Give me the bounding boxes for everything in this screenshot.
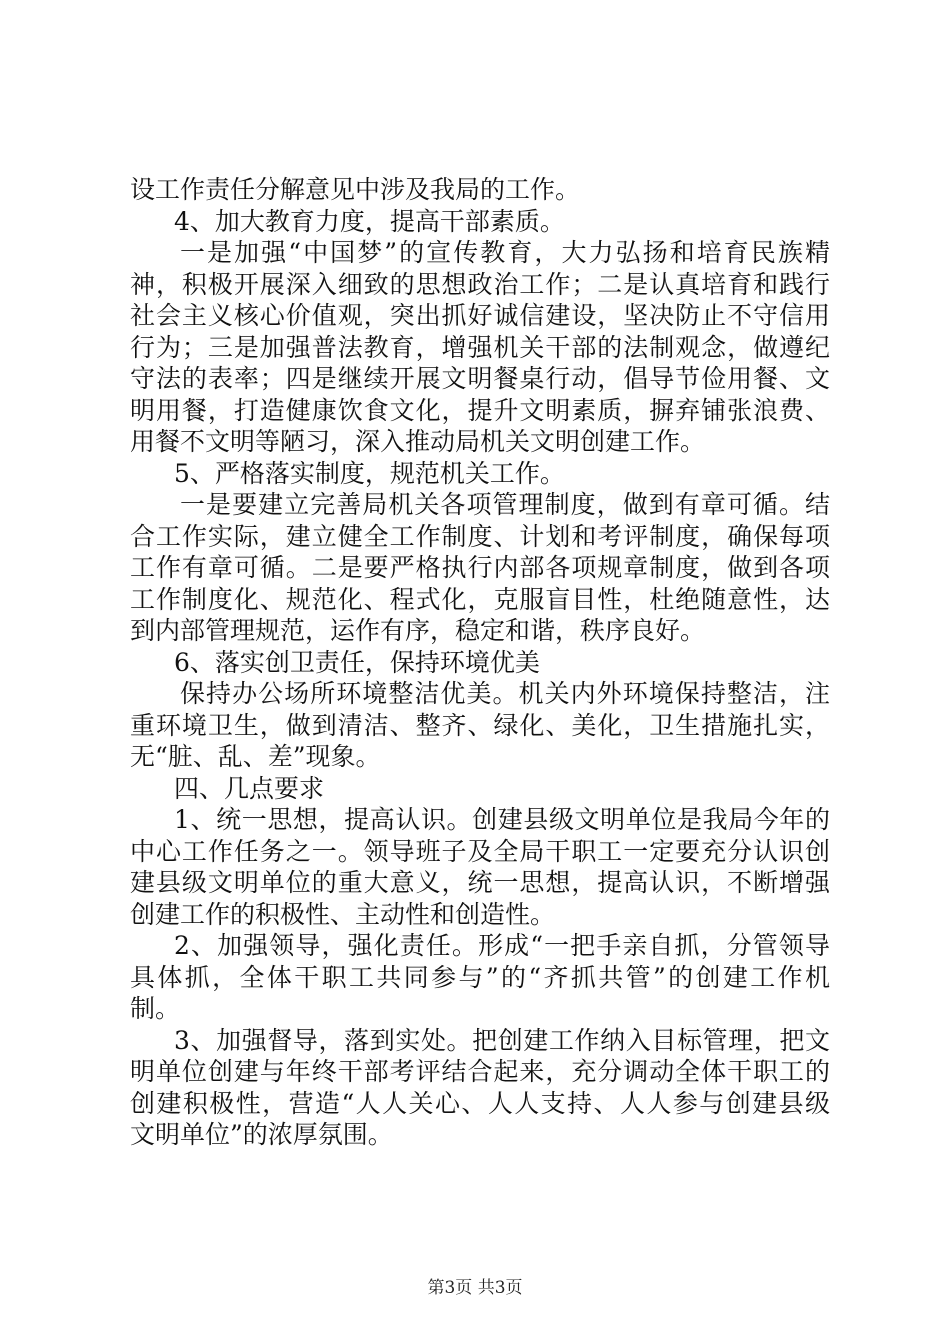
text-line: 设工作责任分解意见中涉及我局的工作。	[130, 175, 581, 204]
text-line: 2、加强领导，强化责任。形成“一把手亲自抓，分管领导	[174, 931, 830, 960]
text-line: 5、严格落实制度，规范机关工作。	[174, 458, 565, 488]
text-line: 四、几点要求	[174, 773, 325, 803]
document-body	[130, 174, 830, 1151]
text-line: 创建工作的积极性、主动性和创造性。	[130, 899, 556, 929]
text-line: 一是加强“中国梦”的宣传教育，大力弘扬和培育民族精	[180, 238, 830, 267]
text-line: 1、统一思想，提高认识。创建县级文明单位是我局今年的	[174, 805, 830, 834]
text-line: 神，积极开展深入细致的思想政治工作；二是认真培育和践行	[130, 269, 830, 299]
text-line: 4、加大教育力度，提高干部素质。	[174, 206, 565, 236]
text-line: 无“脏、乱、差”现象。	[130, 742, 381, 771]
text-line: 3、加强督导，落到实处。把创建工作纳入目标管理，把文	[174, 1025, 830, 1055]
text-line: 社会主义核心价值观，突出抓好诚信建设，坚决防止不守信用	[130, 301, 830, 330]
text-line: 工作有章可循。二是要严格执行内部各项规章制度，做到各项	[130, 553, 830, 582]
text-line: 文明单位”的浓厚氛围。	[130, 1120, 393, 1149]
text-line: 重环境卫生，做到清洁、整齐、绿化、美化，卫生措施扎实，	[130, 710, 830, 740]
text-line: 6、落实创卫责任，保持环境优美	[174, 647, 540, 677]
page-number-label: 第3页 共3页	[427, 1278, 523, 1298]
text-line: 中心工作任务之一。领导班子及全局干职工一定要充分认识创	[130, 836, 830, 866]
page-footer	[0, 1273, 950, 1298]
text-line: 明用餐，打造健康饮食文化，提升文明素质，摒弃铺张浪费、	[130, 395, 830, 425]
text-line: 合工作实际，建立健全工作制度、计划和考评制度，确保每项	[130, 521, 830, 551]
text-line: 用餐不文明等陋习，深入推动局机关文明创建工作。	[130, 427, 706, 456]
text-line: 守法的表率；四是继续开展文明餐桌行动，倡导节俭用餐、文	[130, 364, 830, 393]
text-line: 工作制度化、规范化、程式化，克服盲目性，杜绝随意性，达	[130, 584, 830, 614]
text-line: 制。	[130, 994, 181, 1023]
text-line: 一是要建立完善局机关各项管理制度，做到有章可循。结	[180, 490, 830, 519]
text-line: 具体抓，全体干职工共同参与”的“齐抓共管”的创建工作机	[130, 962, 830, 992]
text-line: 创建积极性，营造“人人关心、人人支持、人人参与创建县级	[130, 1088, 830, 1118]
text-line: 到内部管理规范，运作有序，稳定和谐，秩序良好。	[130, 616, 706, 645]
text-line: 明单位创建与年终干部考评结合起来，充分调动全体干职工的	[130, 1057, 830, 1086]
text-line: 行为；三是加强普法教育，增强机关干部的法制观念，做遵纪	[130, 332, 830, 362]
text-line: 建县级文明单位的重大意义，统一思想，提高认识，不断增强	[130, 868, 830, 897]
text-line: 保持办公场所环境整洁优美。机关内外环境保持整洁，注	[180, 679, 830, 708]
